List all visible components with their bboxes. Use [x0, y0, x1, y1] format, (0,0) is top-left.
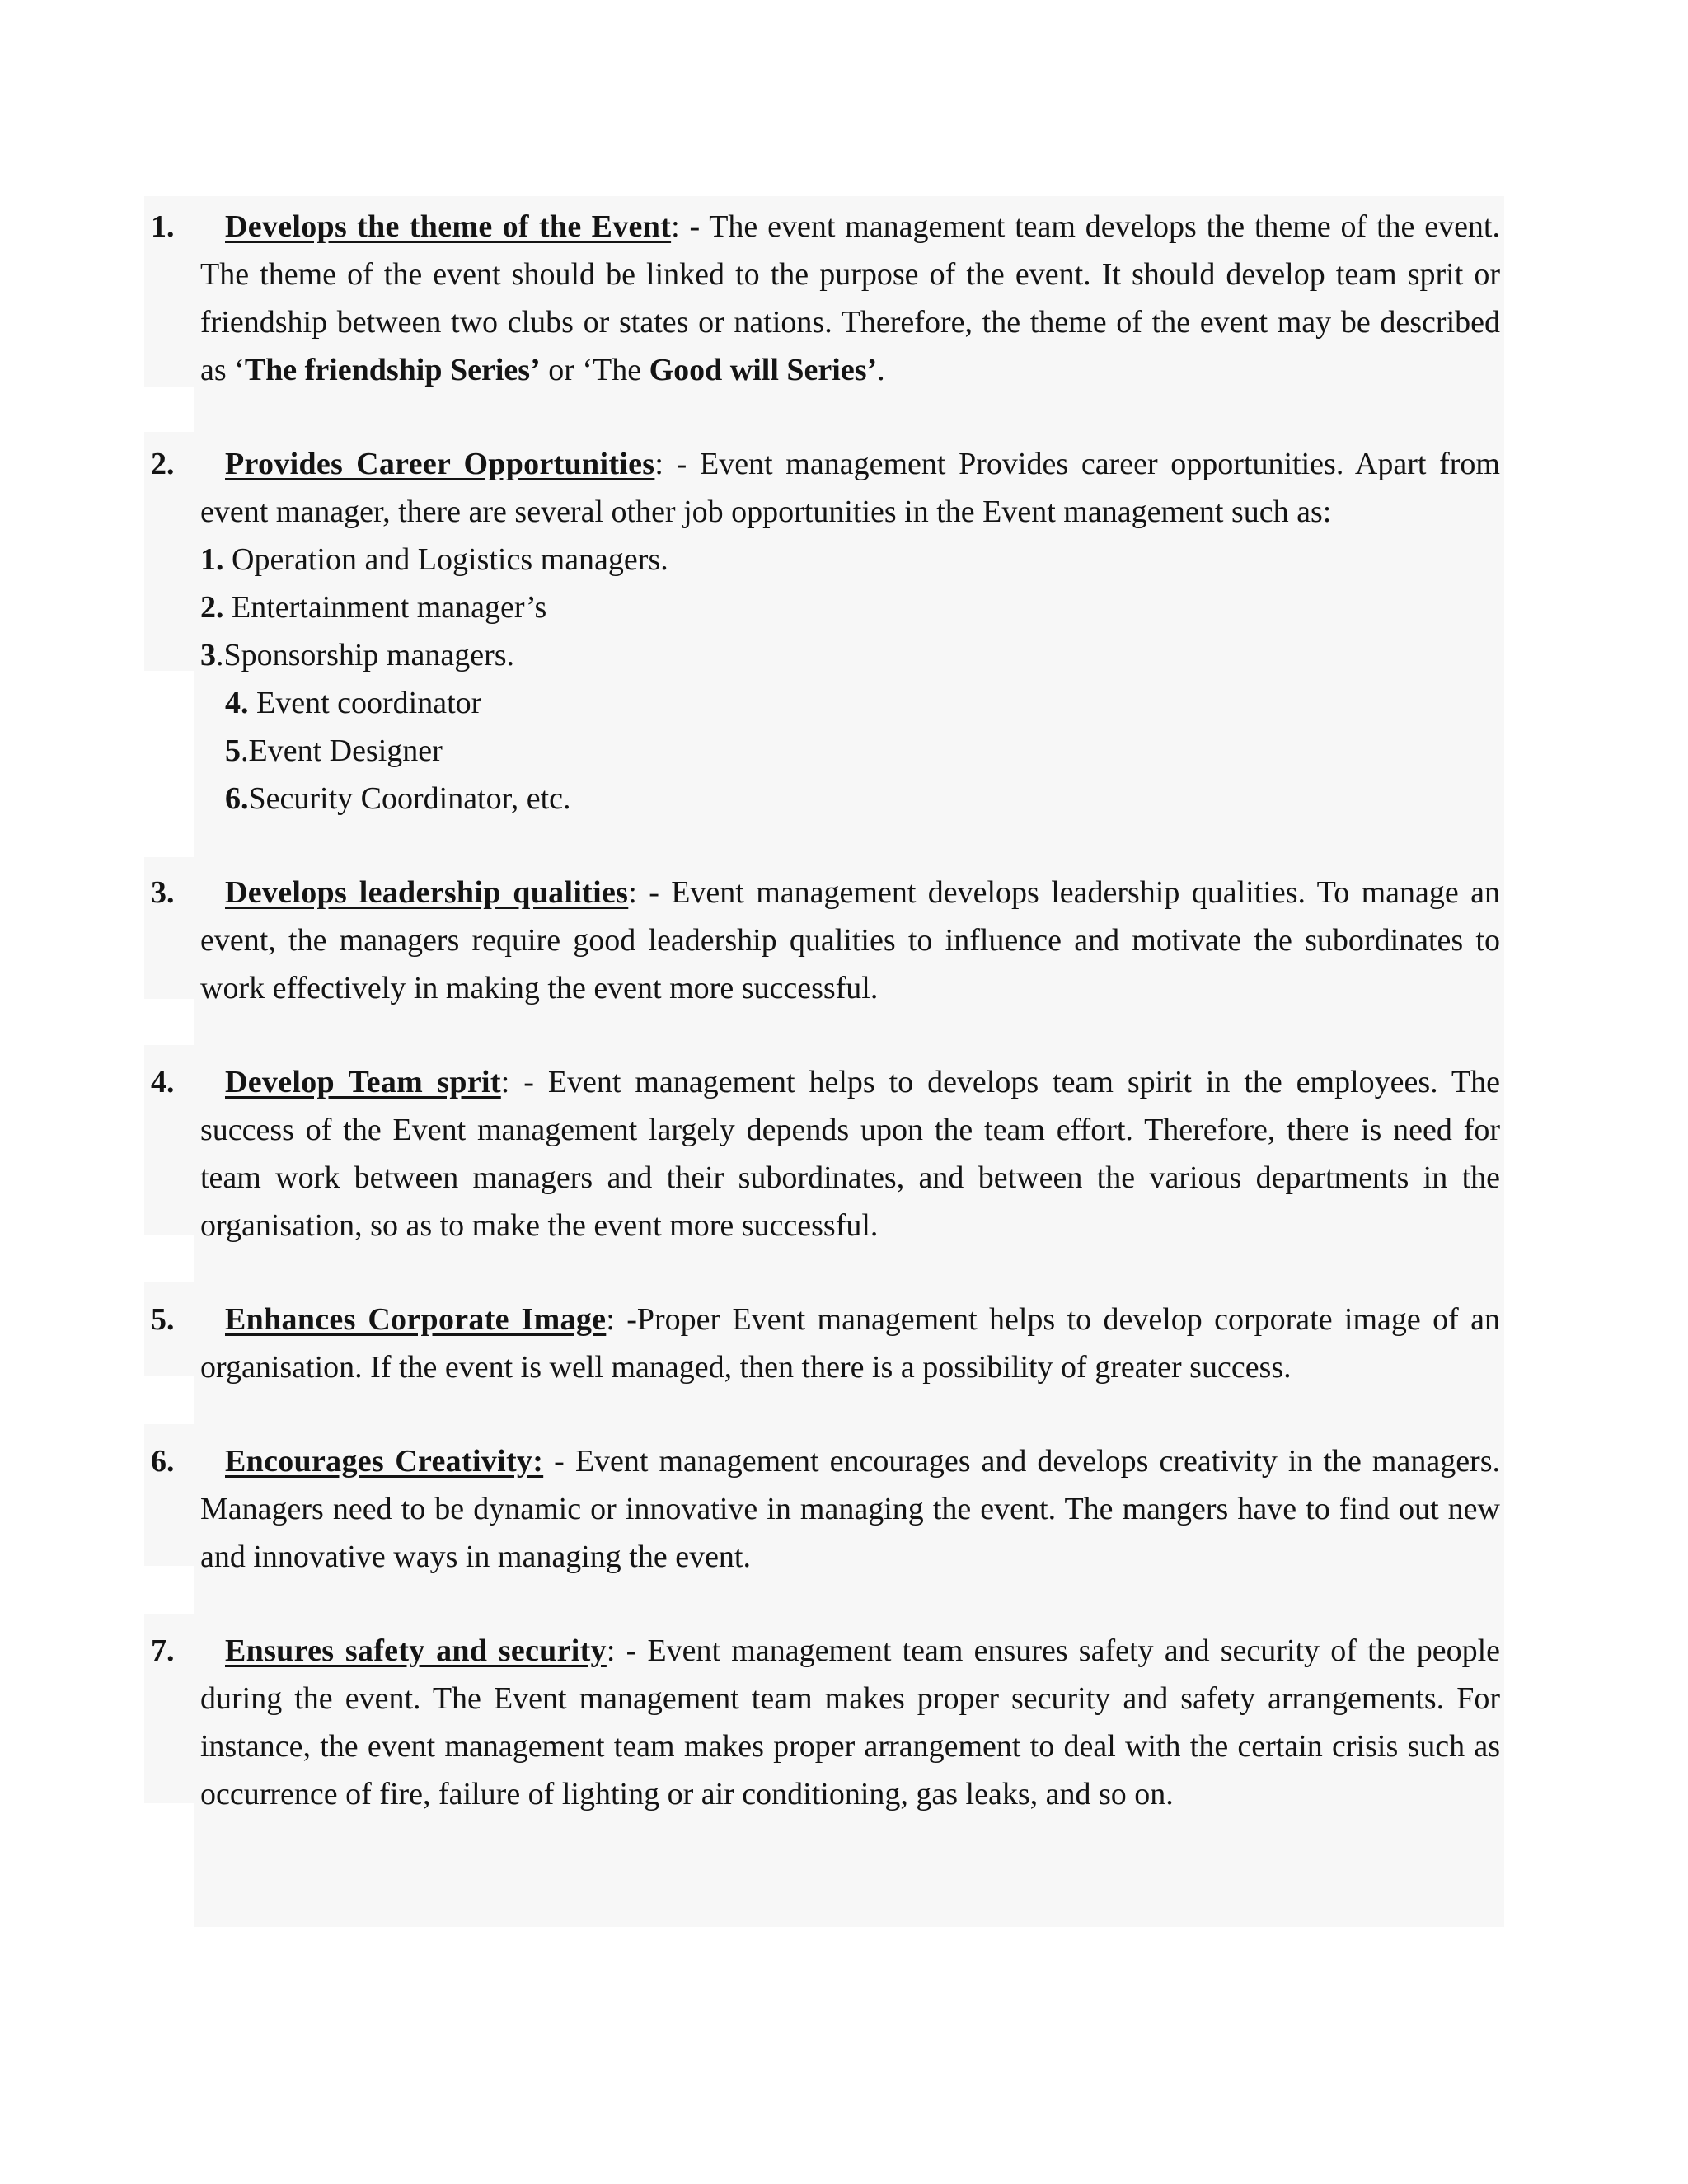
- list-item: [144, 203, 1500, 394]
- item-text: : - Event management Provides career opportunities. Apart from event manager, there are several other job opportunities in the Event management such as:: [200, 447, 1500, 529]
- list-item: [144, 1627, 1500, 1818]
- item-heading: Ensures safety and security: [225, 1633, 607, 1668]
- list-item: [144, 869, 1500, 1012]
- sub-item-number: 4.: [225, 686, 249, 720]
- sub-list-item: [200, 583, 1500, 631]
- sub-item-text: Event coordinator: [248, 686, 482, 720]
- item-number: 4.: [151, 1065, 175, 1099]
- item-heading: Encourages Creativity:: [225, 1444, 544, 1479]
- sub-list-item: [200, 775, 1500, 823]
- sub-item-text: Entertainment manager’s: [223, 590, 547, 625]
- sub-item-number: 3: [200, 638, 216, 673]
- bold-phrase: The friendship Series’: [244, 353, 541, 387]
- sub-list: [200, 536, 1500, 823]
- item-paragraph: [200, 1437, 1500, 1581]
- sub-list-item: [200, 536, 1500, 583]
- sub-item-number: 1.: [200, 542, 224, 577]
- bold-phrase: Good will Series’: [649, 353, 878, 387]
- list-item: [144, 1437, 1500, 1581]
- sub-item-text: .Sponsorship managers.: [216, 638, 515, 673]
- item-number: 6.: [151, 1444, 175, 1479]
- item-heading: Develops the theme of the Event: [225, 209, 672, 244]
- item-heading: Enhances Corporate Image: [225, 1302, 607, 1337]
- item-paragraph: [200, 1296, 1500, 1391]
- list-item: [144, 1296, 1500, 1391]
- item-text: : - Event management team ensures safety and security of the people during the event. The Event management team makes proper security and safety arrangements. For instance, the event management team makes proper arrangement to deal with the certain crisis such as occurrence of fire, failure of lighting or air conditioning, gas leaks, and so on.: [200, 1633, 1500, 1811]
- sub-list-item: [200, 679, 1500, 727]
- item-paragraph: [200, 203, 1500, 394]
- sub-item-number: 6.: [225, 781, 249, 816]
- item-paragraph: [200, 1627, 1500, 1818]
- item-text: : - Event management develops leadership qualities. To manage an event, the managers require good leadership qualities to influence and motivate the subordinates to work effectively in making the event more successful.: [200, 875, 1500, 1005]
- item-paragraph: [200, 869, 1500, 1012]
- sub-item-text: Security Coordinator, etc.: [248, 781, 571, 816]
- item-heading: Provides Career Opportunities: [225, 447, 655, 481]
- item-number: 2.: [151, 447, 175, 481]
- item-text: or ‘The: [540, 353, 649, 387]
- sub-item-text: Operation and Logistics managers.: [223, 542, 668, 577]
- numbered-list: [144, 203, 1500, 1818]
- item-text: .: [877, 353, 885, 387]
- sub-list-item: [200, 631, 1500, 679]
- item-text: - Event management encourages and develops creativity in the managers. Managers need to be dynamic or innovative in managing the event. The mangers have to find out new and innovative ways in managing the event.: [200, 1444, 1501, 1574]
- item-heading: Develops leadership qualities: [225, 875, 629, 910]
- item-number: 5.: [151, 1302, 175, 1337]
- item-text: : - The event management team develops the theme of the event. The theme of the event should be linked to the purpose of the event. It should develop team sprit or friendship between two clubs or states or nations. Therefore, the theme of the event may be described as ‘: [200, 209, 1500, 387]
- sub-list-item: [200, 727, 1500, 775]
- item-paragraph: [200, 440, 1500, 536]
- item-number: 1.: [151, 209, 175, 244]
- item-number: 3.: [151, 875, 175, 910]
- item-text: : -Proper Event management helps to develop corporate image of an organisation. If the event is well managed, then there is a possibility of greater success.: [200, 1302, 1501, 1385]
- list-item: [144, 440, 1500, 823]
- item-number: 7.: [151, 1633, 175, 1668]
- list-item: [144, 1058, 1500, 1249]
- sub-item-text: .Event Designer: [241, 733, 443, 768]
- item-text: : - Event management helps to develops team spirit in the employees. The success of the Event management largely depends upon the team effort. Therefore, there is need for team work between managers and their subordinates, and between the various departments in the organisation, so as to make the event more successful.: [200, 1065, 1500, 1243]
- item-paragraph: [200, 1058, 1500, 1249]
- sub-item-number: 5: [225, 733, 241, 768]
- item-heading: Develop Team sprit: [225, 1065, 501, 1099]
- sub-item-number: 2.: [200, 590, 224, 625]
